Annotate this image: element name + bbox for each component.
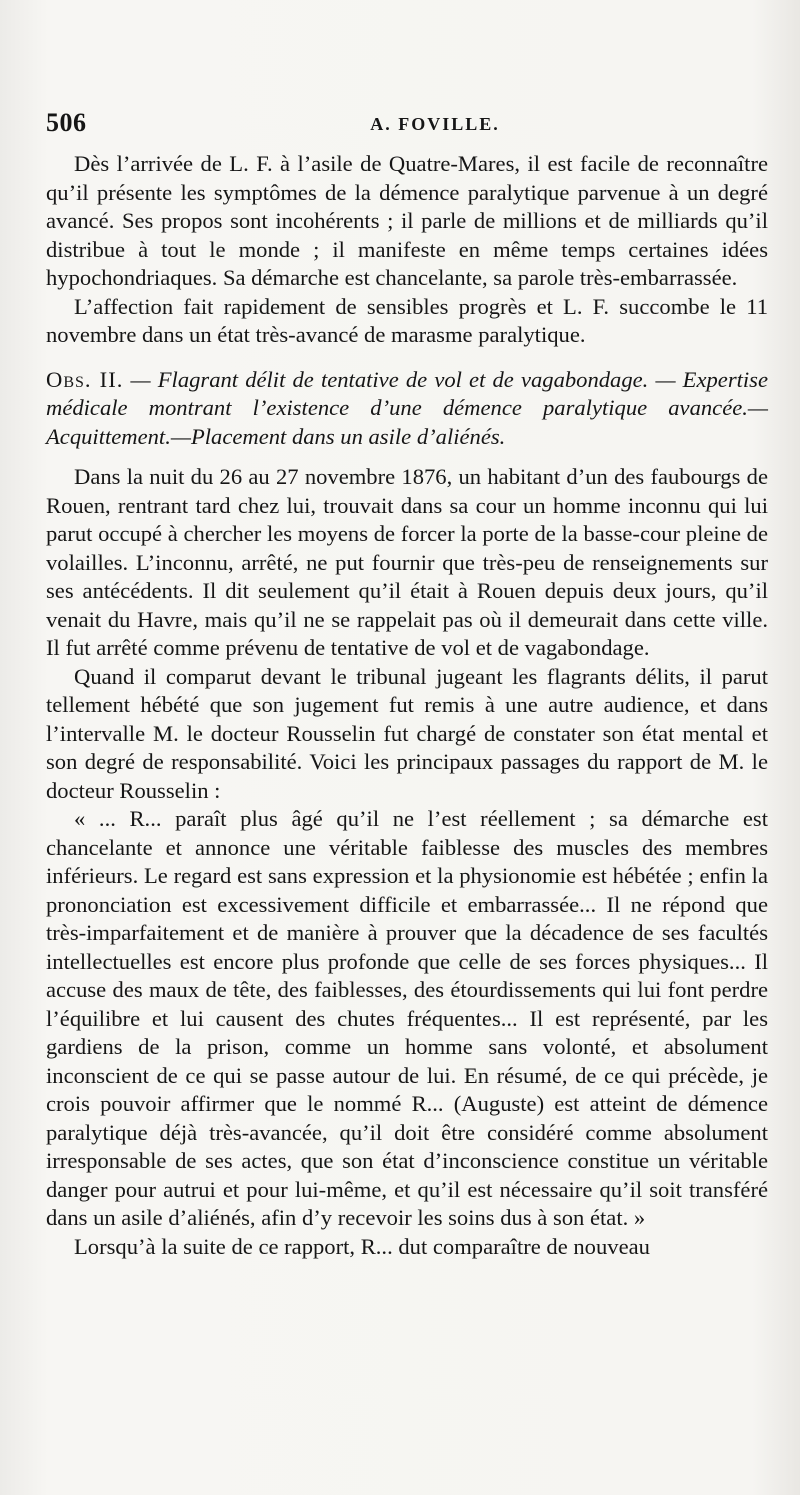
paragraph-4: Quand il comparut devant le tribunal jugeant les flagrants délits, il parut tellement hébété que son jugement fut remis à une autre audience, et dans l’intervalle M. le docteur Rousselin fut chargé de constater son état mental et son degré de responsabilité. Voici les principaux passages du rapport de M. le docteur Rousselin : <box>46 663 768 803</box>
observation-heading <box>46 366 768 452</box>
page-header <box>46 108 754 144</box>
paragraph-1: Dès l’arrivée de L. F. à l’asile de Quatre-Mares, il est facile de reconnaître qu’il présente les symptômes de la démence paralytique parvenue à un degré avancé. Ses propos sont incohérents ; il parle de millions et de milliards qu’il distribue à tout le monde ; il manifeste en même temps certaines idées hypochondriaques. Sa démarche est chancelante, sa parole très-embarrassée. <box>46 151 768 290</box>
page-body <box>46 150 768 1261</box>
paragraph-2: L’affection fait rapidement de sensibles progrès et L. F. succombe le 11 novembre dans un état très-avancé de marasme paralytique. <box>46 293 768 347</box>
observation-label: Obs. II. <box>46 366 124 392</box>
report-quotation: « ... R... paraît plus âgé qu’il ne l’est réellement ; sa démarche est chancelante et annonce une véritable faiblesse des muscles des membres inférieurs. Le regard est sans expression et la physionomie est hébétée ; enfin la prononciation est excessivement difficile et embarrassée... Il ne répond que très-imparfaitement et de manière à prouver que la décadence de ses facultés intellectuelles est encore plus profonde que celle de ses forces physiques... Il accuse des maux de tête, des faiblesses, des étourdissements qui lui font perdre l’équilibre et lui causent des chutes fréquentes... Il est représenté, par les gardiens de la prison, comme un homme sans volonté, et absolument inconscient de ce qui se passe autour de lui. En résumé, de ce qui précède, je crois pouvoir affirmer que le nommé R... (Auguste) est atteint de démence paralytique déjà très-avancée, qu’il doit être considéré comme absolument irresponsable de ses actes, que son état d’inconscience constitue un véritable danger pour autrui et pour lui-même, et qu’il est nécessaire qu’il soit transféré dans un asile d’aliénés, afin d’y recevoir les soins dus à son état. » <box>46 806 768 1230</box>
paragraph-6: Lorsqu’à la suite de ce rapport, R... dut comparaître de nouveau <box>74 1233 650 1259</box>
paragraph-3: Dans la nuit du 26 au 27 novembre 1876, un habitant d’un des faubourgs de Rouen, rentrant tard chez lui, trouvait dans sa cour un homme inconnu qui lui parut occupé à chercher les moyens de forcer la porte de la basse-cour pleine de volailles. L’inconnu, arrêté, ne put fournir que très-peu de renseignements sur ses antécédents. Il dit seulement qu’il était à Rouen depuis deux jours, qu’il venait du Havre, mais qu’il ne se rappelait pas où il demeurait dans cette ville. Il fut arrêté comme prévenu de tentative de vol et de vagabondage. <box>46 464 768 660</box>
page-number: 506 <box>46 108 87 137</box>
observation-title: — Flagrant délit de tentative de vol et de vagabondage. — Expertise médicale montrant l’existence d’une démence paralytique avancée.—Acquittement.—Placement dans un asile d’aliénés. <box>46 366 768 449</box>
running-head: A. FOVILLE. <box>370 114 500 134</box>
